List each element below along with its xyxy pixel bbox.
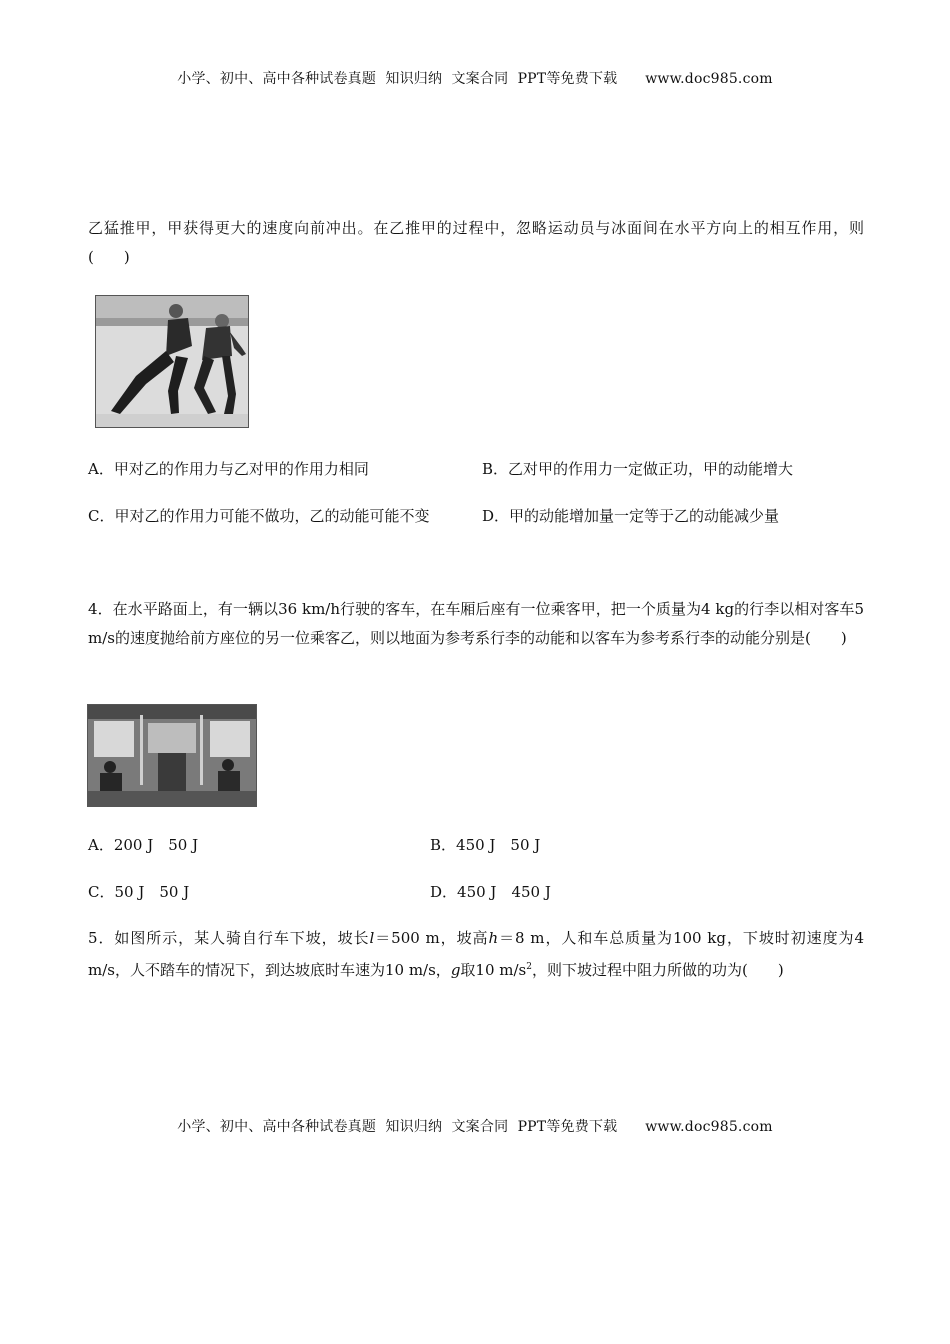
exponent: 2: [526, 962, 532, 972]
page-footer: 小学、初中、高中各种试卷真题 知识归纳 文案合同 PPT等免费下载 www.doc985.com: [177, 1119, 773, 1135]
variable-h: h: [488, 929, 499, 947]
variable-l: l: [369, 929, 375, 947]
question-5-stem: [88, 924, 864, 985]
speed-skaters-illustration: [96, 296, 248, 427]
question-5-text-5: ，则下坡过程中阻力所做的功为( ): [532, 961, 784, 979]
bus-interior-illustration: [88, 705, 256, 806]
variable-g: g: [450, 961, 461, 979]
question-4-stem: 4．在水平路面上，有一辆以36 km/h行驶的客车，在车厢后座有一位乘客甲，把一个质量为4 kg的行李以相对客车5 m/s的速度抛给前方座位的另一位乘客乙，则以地面为参考系行李的动能和以客车为参考系行李的动能分别是( ): [88, 600, 864, 647]
question-3-stem: 乙猛推甲，甲获得更大的速度向前冲出。在乙推甲的过程中，忽略运动员与冰面间在水平方向上的相互作用，则( ): [88, 219, 864, 266]
page-header: 小学、初中、高中各种试卷真题 知识归纳 文案合同 PPT等免费下载 www.doc985.com: [177, 71, 773, 87]
question-5-text-1: 5．如图所示，某人骑自行车下坡，坡长: [88, 929, 370, 947]
bus-interior-photo: [87, 704, 257, 807]
question-5-text-3: ＝8 m，人和车总质量为100 kg，下坡时初速度为4 m/s，人不踏车的情况下，到达坡底时车速为10 m/s，: [88, 929, 865, 979]
speed-skating-photo: [95, 295, 249, 428]
question-3-option-b: B．乙对甲的作用力一定做正功，甲的动能增大: [482, 460, 794, 478]
question-4-option-a: A．200 J 50 J: [88, 836, 199, 854]
question-4-option-d: D．450 J 450 J: [430, 883, 551, 901]
question-4-option-c: C．50 J 50 J: [88, 883, 190, 901]
question-3-option-c: C．甲对乙的作用力可能不做功，乙的动能可能不变: [88, 507, 430, 525]
question-4-option-b: B．450 J 50 J: [430, 836, 541, 854]
question-5-text-4: 取10 m/s: [460, 961, 527, 979]
question-3-option-a: A．甲对乙的作用力与乙对甲的作用力相同: [88, 460, 369, 478]
question-3-option-d: D．甲的动能增加量一定等于乙的动能减少量: [482, 507, 780, 525]
question-5-text-2: ＝500 m，坡高: [374, 929, 489, 947]
